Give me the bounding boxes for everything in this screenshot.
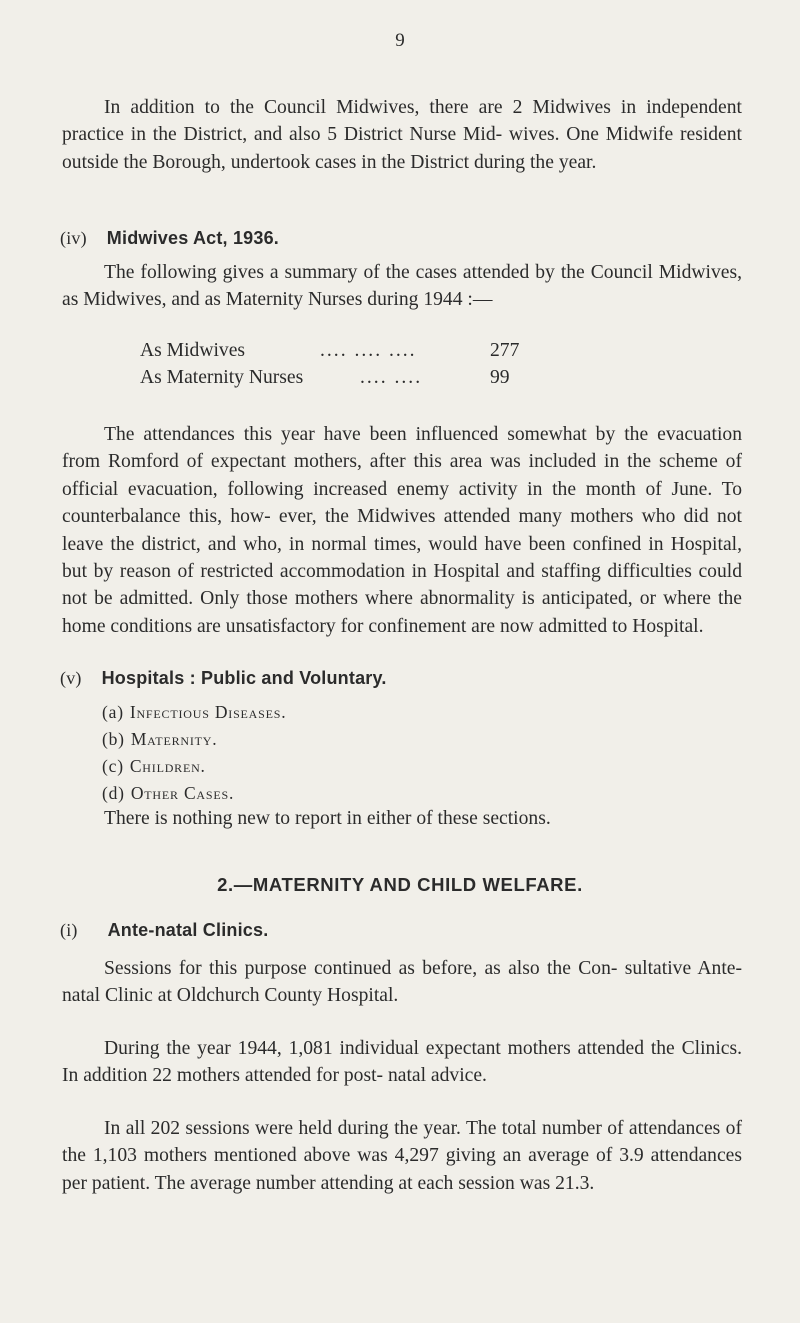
heading-midwives-act — [60, 228, 279, 249]
stat-row-midwives — [140, 340, 560, 362]
stat-value: 277 — [490, 340, 520, 361]
heading-title: Ante-natal Clinics. — [107, 920, 269, 940]
paragraph-session-totals: In all 202 sessions were held during the year. The total number of attendances of the 1,103 mothers mentioned above was 4,297 giving an average of 3.9 attendances per patient. The average number attending at each session was 21.3. — [62, 1118, 742, 1194]
list-item: (c) Children. — [102, 756, 206, 776]
heading-number: (v) — [60, 668, 82, 688]
list-item: (a) Infectious Diseases. — [102, 702, 287, 722]
paragraph-midwives-intro: In addition to the Council Midwives, there are 2 Midwives in independent practice in the District, and also 5 District Nurse Mid- wives. One Midwife resident outside the Borough, undertook cases in the District during the year. — [62, 97, 742, 173]
heading-title: Hospitals : Public and Voluntary. — [101, 668, 387, 688]
list-item: (b) Maternity. — [102, 729, 218, 749]
page-number: 9 — [395, 30, 405, 51]
stat-value: 99 — [490, 367, 510, 388]
stat-leader-dots: .... .... — [360, 367, 423, 388]
stat-leader-dots: .... .... .... — [320, 340, 417, 361]
heading-hospitals — [60, 668, 387, 689]
heading-number: (i) — [60, 920, 78, 940]
list-item: (d) Other Cases. — [102, 783, 235, 803]
stat-label: As Midwives — [140, 340, 246, 361]
stat-label: As Maternity Nurses — [140, 367, 304, 388]
paragraph-summary-intro: The following gives a summary of the cases attended by the Council Midwives, as Midwives, and as Maternity Nurses during 1944 :— — [62, 262, 742, 311]
heading-number: (iv) — [60, 228, 87, 248]
section-title-maternity: 2.—MATERNITY AND CHILD WELFARE. — [217, 874, 583, 895]
paragraph-nothing-new: There is nothing new to report in either of these sections. — [104, 808, 551, 829]
paragraph-attendances: The attendances this year have been influenced somewhat by the evacuation from Romford of expectant mothers, after this area was included in the scheme of official evacuation, following increased enemy activity in the month of June. To counterbalance this, how- ever, the Midwives attended many mothers who did not leave the district, and who, in normal times, would have been confined in Hospital, but by reason of restricted accommodation in Hospital and staffing difficulties could not be admitted. Only those mothers where abnormality is anticipated, or where the home conditions are unsatisfactory for confinement are now admitted to Hospital. — [62, 424, 742, 637]
paragraph-attendance-1944: During the year 1944, 1,081 individual expectant mothers attended the Clinics. In addition 22 mothers attended for post- natal advice. — [62, 1038, 742, 1087]
heading-ante-natal — [60, 920, 268, 941]
stat-row-maternity-nurses — [140, 367, 560, 389]
paragraph-sessions: Sessions for this purpose continued as before, as also the Con- sultative Ante-natal Clinic at Oldchurch County Hospital. — [62, 958, 742, 1007]
heading-title: Midwives Act, 1936. — [106, 228, 280, 248]
